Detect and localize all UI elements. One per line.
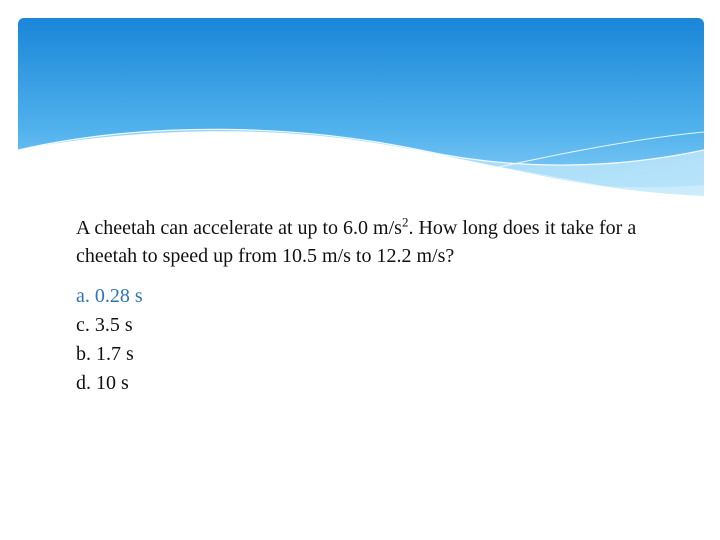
question-part2: . How long does it take for a cheetah to speed up from 10.5 m/s to 12.2 m/s?: [76, 217, 637, 267]
option-d: d. 10 s: [76, 372, 129, 394]
question-part1: A cheetah can accelerate at up to 6.0 m/s: [76, 217, 402, 239]
question-content: [76, 214, 696, 398]
option-b: b. 1.7 s: [76, 343, 134, 365]
question-text: [76, 214, 696, 270]
question-superscript: 2: [401, 214, 409, 230]
header-banner: [0, 0, 720, 200]
option-a: a. 0.28 s: [76, 285, 143, 307]
option-c: c. 3.5 s: [76, 314, 133, 336]
answer-options: [76, 282, 696, 398]
